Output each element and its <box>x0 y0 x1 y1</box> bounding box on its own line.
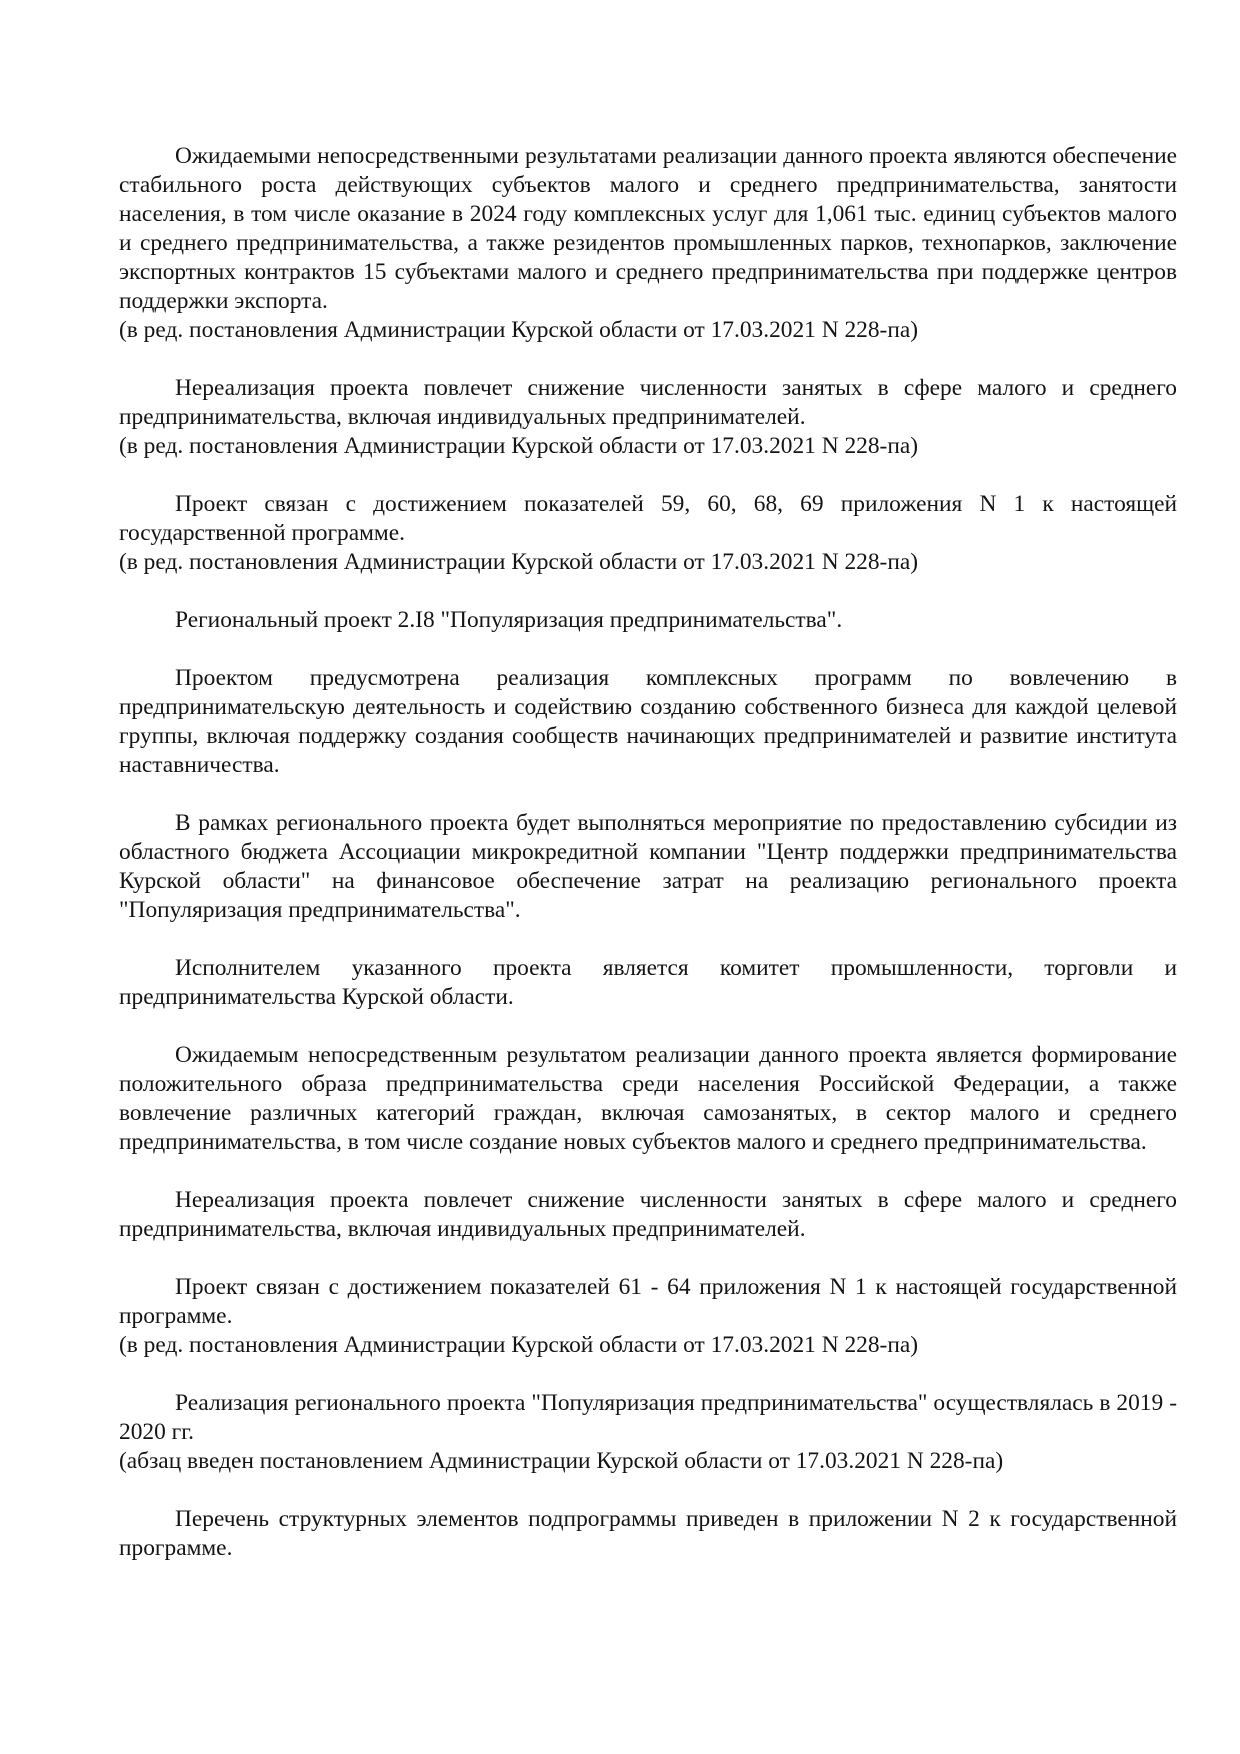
amendment-note: (в ред. постановления Администрации Курской области от 17.03.2021 N 228-па) <box>119 433 919 459</box>
paragraph-text: Ожидаемым непосредственным результатом реализации данного проекта является формирование положительного образа предпринимательства среди населения Российской Федерации, а также вовлечение различных категорий граждан, включая самозанятых, в сектор малого и среднего предпринимательства, в том числе создание новых субъектов малого и среднего предпринимательства. <box>119 1042 1177 1155</box>
paragraph-regional-project-heading <box>119 606 1177 635</box>
paragraph-non-implementation <box>119 374 1177 461</box>
paragraph-text: Нереализация проекта повлечет снижение численности занятых в сфере малого и среднего предпринимательства, включая индивидуальных предпринимателей. <box>119 375 1177 430</box>
paragraph-expected-result <box>119 1041 1177 1157</box>
paragraph-text: Исполнителем указанного проекта является комитет промышленности, торговли и предпринимательства Курской области. <box>119 955 1177 1010</box>
paragraph-text: Проектом предусмотрена реализация комплексных программ по вовлечению в предпринимательскую деятельность и содействию созданию собственного бизнеса для каждой целевой группы, включая поддержку создания сообществ начинающих предпринимателей и развитие института наставничества. <box>119 665 1177 778</box>
paragraph-text: Региональный проект 2.I8 "Популяризация предпринимательства". <box>175 607 843 633</box>
paragraph-text: В рамках регионального проекта будет выполняться мероприятие по предоставлению субсидии из областного бюджета Ассоциации микрокредитной компании "Центр поддержки предпринимательства Курской области" на финансовое обеспечение затрат на реализацию регионального проекта "Популяризация предпринимательства". <box>119 810 1177 923</box>
paragraph-structural-elements <box>119 1505 1177 1563</box>
amendment-note: (в ред. постановления Администрации Курской области от 17.03.2021 N 228-па) <box>119 549 919 575</box>
paragraph-indicators-2 <box>119 1273 1177 1360</box>
amendment-note: (в ред. постановления Администрации Курской области от 17.03.2021 N 228-па) <box>119 1332 919 1358</box>
paragraph-text: Ожидаемыми непосредственными результатами реализации данного проекта являются обеспечение стабильного роста действующих субъектов малого и среднего предпринимательства, занятости населения, в том числе оказание в 2024 году комплексных услуг для 1,061 тыс. единиц субъектов малого и среднего предпринимательства, а также резидентов промышленных парков, технопарков, заключение экспортных контрактов 15 субъектами малого и среднего предпринимательства при поддержке центров поддержки экспорта. <box>119 143 1177 314</box>
amendment-note: (абзац введен постановлением Администрации Курской области от 17.03.2021 N 228-па) <box>119 1448 1004 1474</box>
paragraph-text: Проект связан с достижением показателей 61 - 64 приложения N 1 к настоящей государственной программе. <box>119 1274 1177 1329</box>
document-page <box>119 142 1177 1592</box>
paragraph-subsidy <box>119 809 1177 925</box>
paragraph-project-scope <box>119 664 1177 780</box>
paragraph-text: Перечень структурных элементов подпрограммы приведен в приложении N 2 к государственной программе. <box>119 1506 1177 1561</box>
paragraph-text: Реализация регионального проекта "Популяризация предпринимательства" осуществлялась в 2019 - 2020 гг. <box>119 1390 1177 1445</box>
paragraph-expected-results <box>119 142 1177 345</box>
paragraph-indicators <box>119 490 1177 577</box>
paragraph-executor <box>119 954 1177 1012</box>
paragraph-text: Проект связан с достижением показателей 59, 60, 68, 69 приложения N 1 к настоящей государственной программе. <box>119 491 1177 546</box>
paragraph-implementation-period <box>119 1389 1177 1476</box>
paragraph-text: Нереализация проекта повлечет снижение численности занятых в сфере малого и среднего предпринимательства, включая индивидуальных предпринимателей. <box>119 1187 1177 1242</box>
amendment-note: (в ред. постановления Администрации Курской области от 17.03.2021 N 228-па) <box>119 317 919 343</box>
paragraph-non-implementation-2 <box>119 1186 1177 1244</box>
